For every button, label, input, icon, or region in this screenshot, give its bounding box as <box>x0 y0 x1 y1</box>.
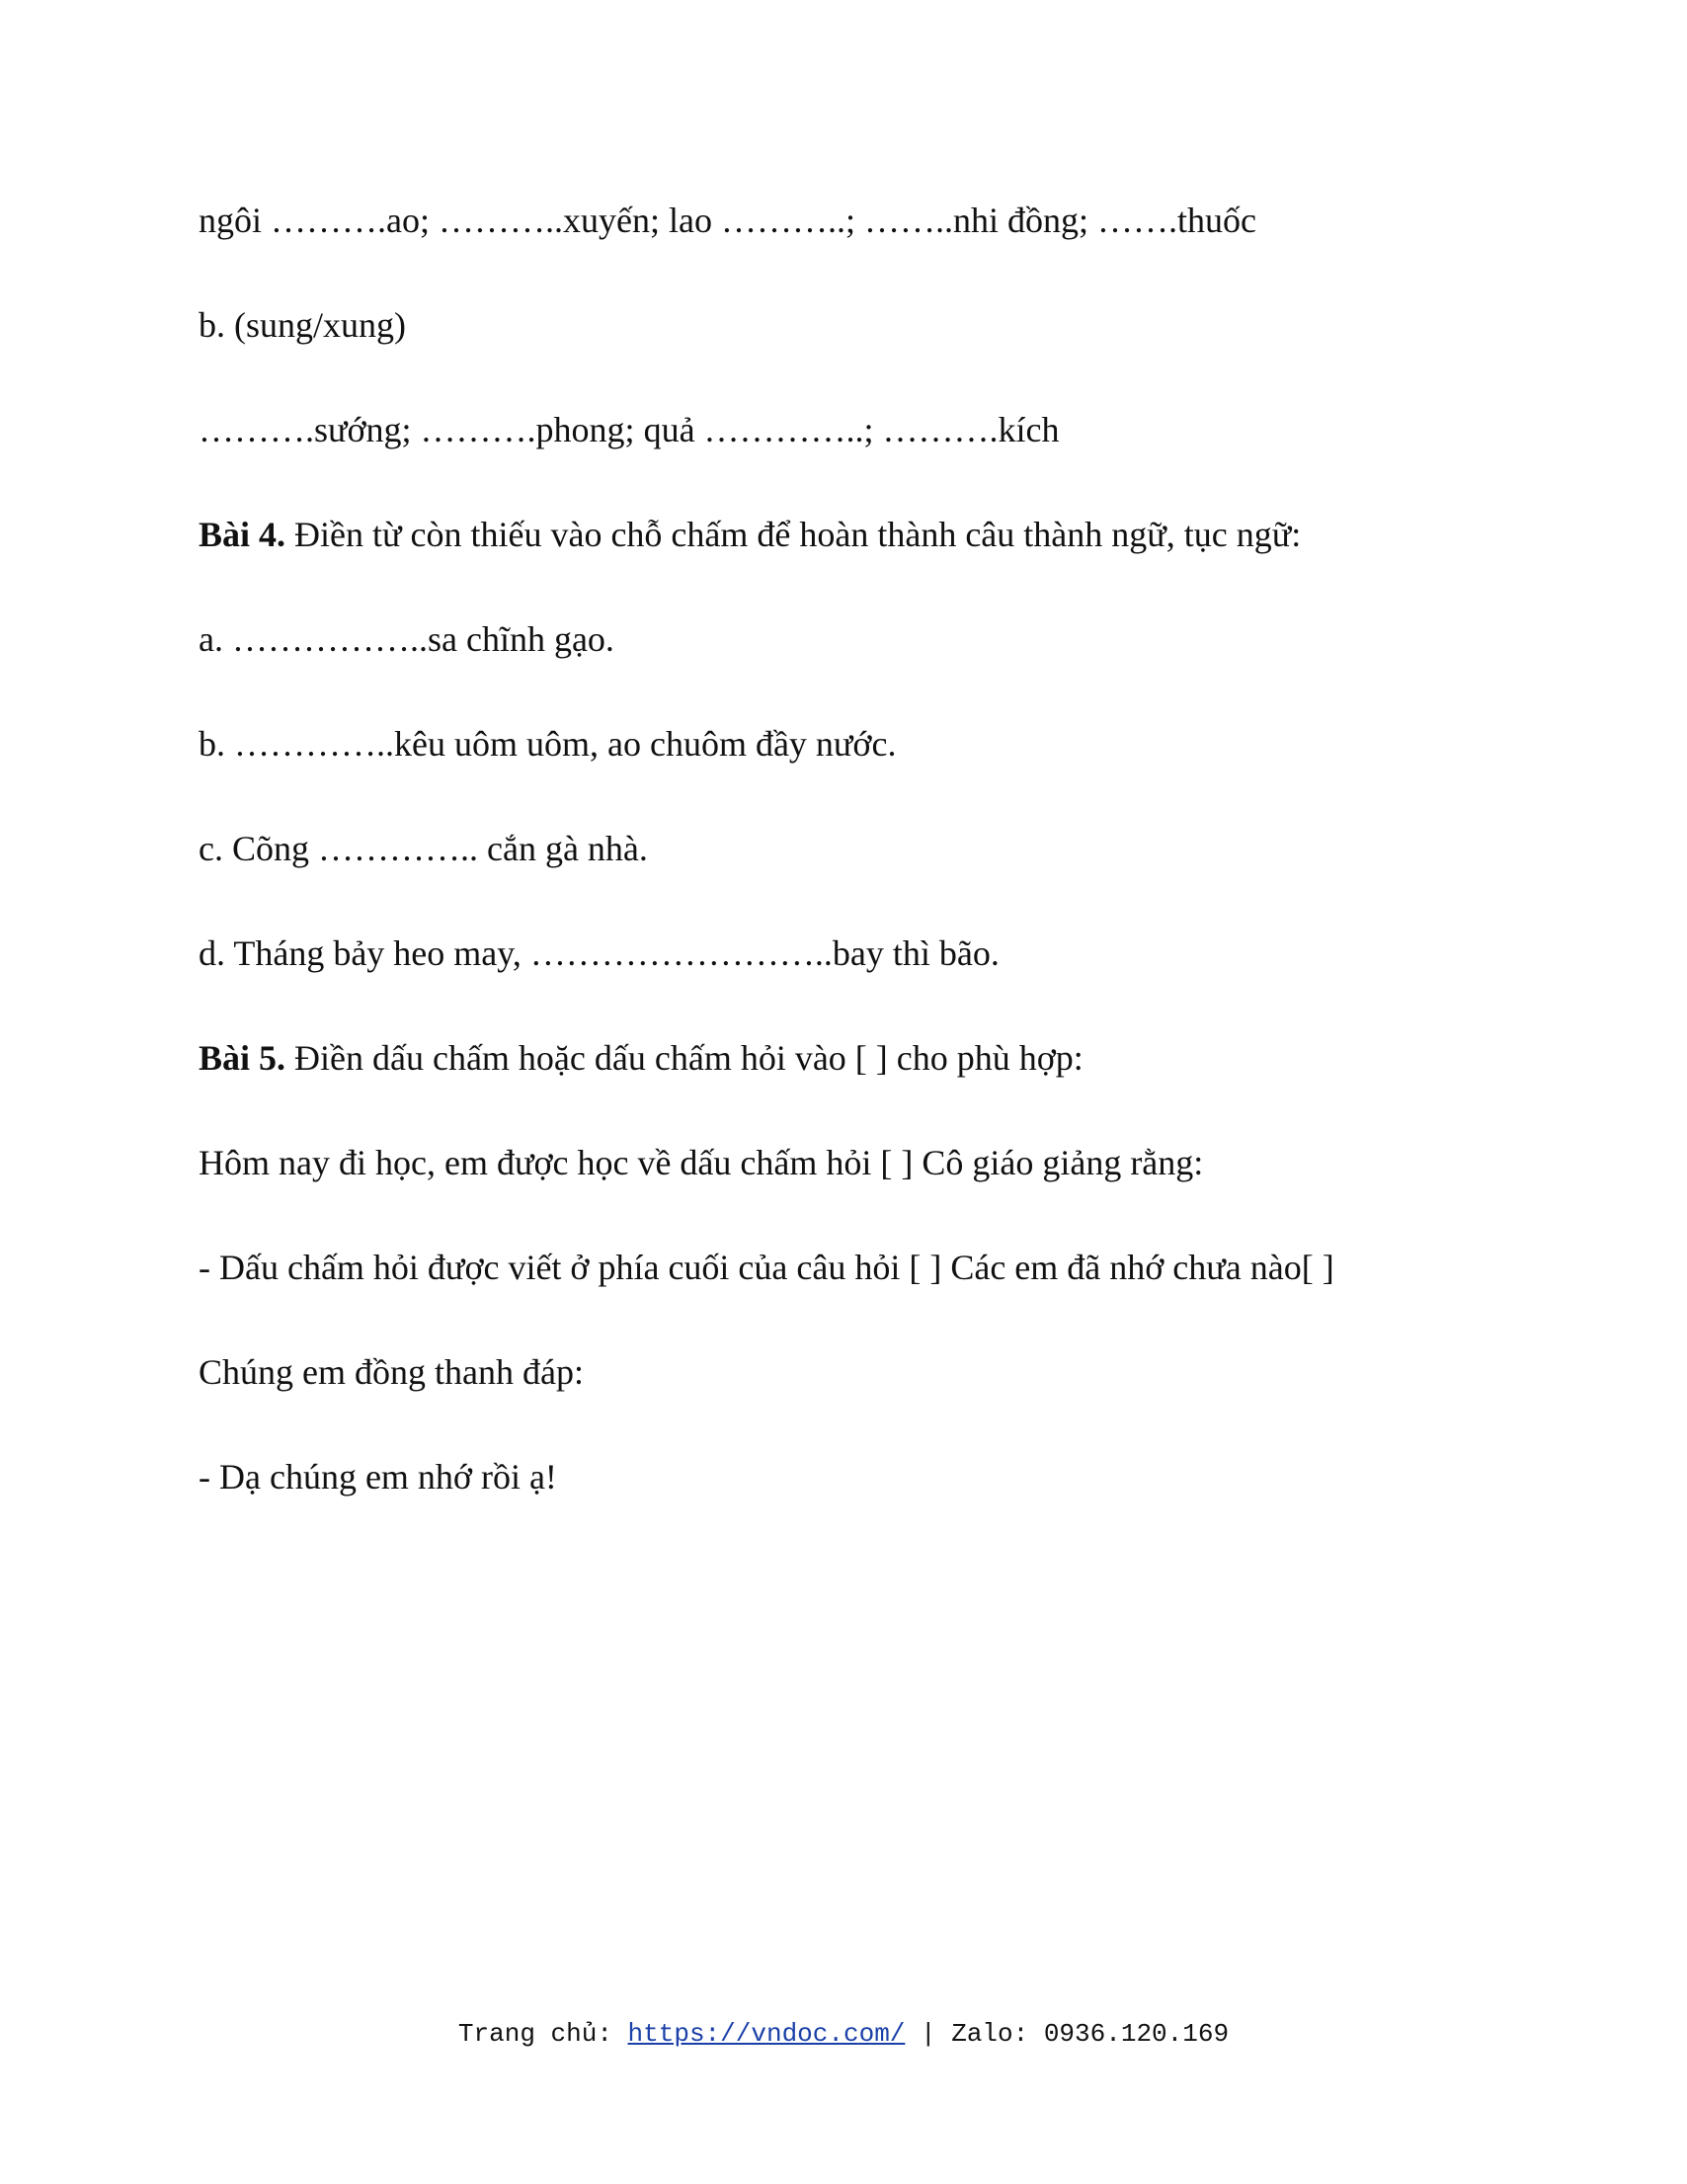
fill-in-line-b: ……….sướng; ……….phong; quả …………..; ……….kích <box>199 410 1060 449</box>
fill-in-line-a: ngôi ……….ao; ………..xuyến; lao ………..; ……..nhi đồng; …….thuốc <box>199 201 1256 240</box>
page-footer <box>0 2017 1687 2051</box>
footer-home-label: Trang chủ: <box>457 2019 628 2049</box>
exercise-5-line-1: Hôm nay đi học, em được học về dấu chấm hỏi [ ] Cô giáo giảng rằng: <box>199 1143 1204 1182</box>
exercise-4-label: Bài 4. <box>199 515 286 554</box>
footer-home-link[interactable]: https://vndoc.com/ <box>627 2019 906 2049</box>
part-b-label: b. (sung/xung) <box>199 305 406 345</box>
exercise-5-heading <box>199 1035 1084 1081</box>
exercise-5-line-3: Chúng em đồng thanh đáp: <box>199 1352 584 1392</box>
exercise-5-line-4: - Dạ chúng em nhớ rồi ạ! <box>199 1457 557 1496</box>
exercise-5-line-2: - Dấu chấm hỏi được viết ở phía cuối của câu hỏi [ ] Các em đã nhớ chưa nào[ ] <box>199 1248 1334 1287</box>
exercise-4-item-d: d. Tháng bảy heo may, ……………………..bay thì bão. <box>199 933 1000 973</box>
footer-separator: | <box>905 2019 952 2049</box>
exercise-4-item-b: b. …………..kêu uôm uôm, ao chuôm đầy nước. <box>199 724 897 764</box>
exercise-4-item-c: c. Cõng ………….. cắn gà nhà. <box>199 829 648 868</box>
exercise-5-label: Bài 5. <box>199 1038 286 1078</box>
footer-zalo: Zalo: 0936.120.169 <box>951 2019 1230 2049</box>
exercise-4-instruction: Điền từ còn thiếu vào chỗ chấm để hoàn thành câu thành ngữ, tục ngữ: <box>285 515 1302 554</box>
exercise-4-heading <box>199 512 1301 557</box>
exercise-4-item-a: a. ……………..sa chĩnh gạo. <box>199 619 614 659</box>
exercise-5-instruction: Điền dấu chấm hoặc dấu chấm hỏi vào [ ] cho phù hợp: <box>285 1038 1084 1078</box>
